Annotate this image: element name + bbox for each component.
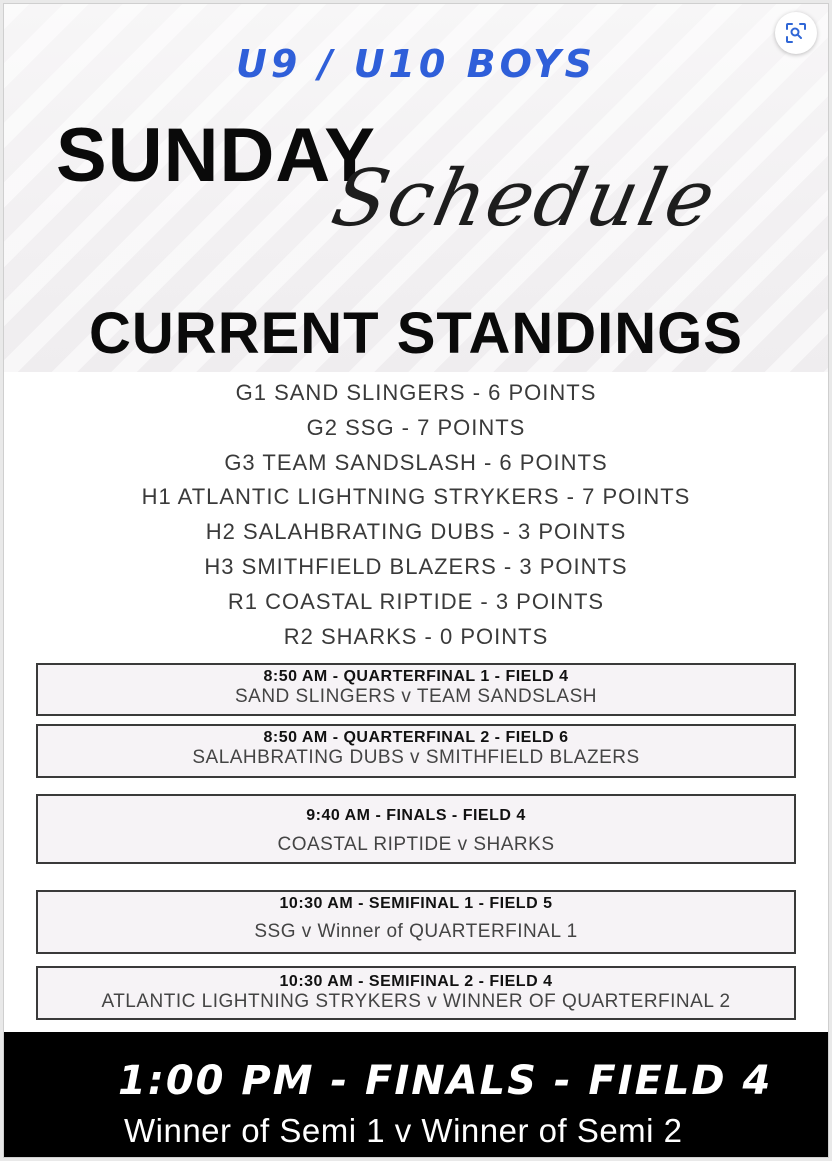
standings-item: R1 COASTAL RIPTIDE - 3 POINTS — [227, 588, 605, 614]
poster — [3, 3, 829, 1158]
visual-search-button[interactable] — [775, 12, 817, 54]
standings-item: R2 SHARKS - 0 POINTS — [283, 623, 549, 649]
game-card-semifinal-1 — [36, 890, 796, 954]
game-heading: 10:30 AM - SEMIFINAL 2 - FIELD 4 — [279, 973, 553, 990]
game-teams: COASTAL RIPTIDE v SHARKS — [277, 834, 555, 855]
visual-search-icon — [785, 22, 807, 44]
finals-heading: 1:00 PM - FINALS - FIELD 4 — [118, 1058, 773, 1104]
standings-item: H1 ATLANTIC LIGHTNING STRYKERS - 7 POINTS — [141, 484, 691, 510]
game-teams: ATLANTIC LIGHTNING STRYKERS v WINNER OF QUARTERFINAL 2 — [101, 991, 731, 1012]
game-heading: 8:50 AM - QUARTERFINAL 1 - FIELD 4 — [263, 668, 569, 685]
standings-item: H2 SALAHBRATING DUBS - 3 POINTS — [205, 519, 627, 545]
game-teams: SAND SLINGERS v TEAM SANDSLASH — [234, 686, 598, 707]
game-card-quarterfinal-1 — [36, 663, 796, 716]
standings-item: H3 SMITHFIELD BLAZERS - 3 POINTS — [204, 553, 628, 579]
game-card-finals-early — [36, 794, 796, 864]
poster-title: SUNDAY — [56, 113, 376, 198]
game-teams: SSG v Winner of QUARTERFINAL 1 — [254, 921, 578, 942]
game-card-semifinal-2 — [36, 966, 796, 1020]
division-subtitle: U9 / U10 BOYS — [236, 42, 596, 86]
game-teams: SALAHBRATING DUBS v SMITHFIELD BLAZERS — [192, 747, 640, 768]
game-heading: 9:40 AM - FINALS - FIELD 4 — [306, 807, 526, 824]
poster-script-title: Schedule — [324, 154, 725, 244]
standings-item: G3 TEAM SANDSLASH - 6 POINTS — [224, 449, 608, 475]
finals-teams: Winner of Semi 1 v Winner of Semi 2 — [124, 1112, 683, 1149]
standings-item: G1 SAND SLINGERS - 6 POINTS — [235, 380, 597, 405]
standings-item: G2 SSG - 7 POINTS — [306, 414, 526, 440]
standings-heading: CURRENT STANDINGS — [89, 301, 743, 366]
finals-banner — [4, 1032, 828, 1157]
game-heading: 10:30 AM - SEMIFINAL 1 - FIELD 5 — [279, 895, 553, 912]
standings-list — [4, 376, 828, 654]
game-card-quarterfinal-2 — [36, 724, 796, 778]
game-heading: 8:50 AM - QUARTERFINAL 2 - FIELD 6 — [263, 729, 569, 746]
poster-header — [4, 4, 828, 372]
